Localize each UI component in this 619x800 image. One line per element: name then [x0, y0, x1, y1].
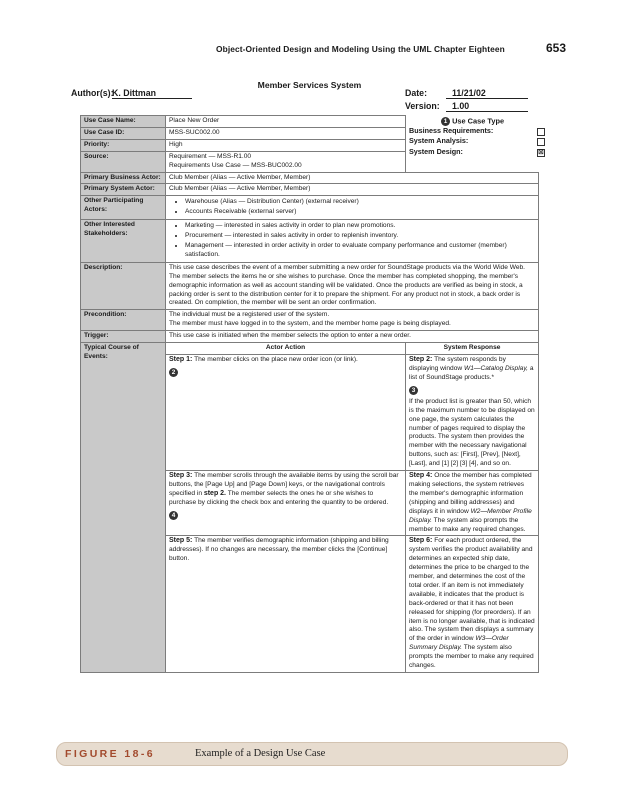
checkbox[interactable] — [537, 128, 545, 136]
step-text: For each product ordered, the system verifies the product availability and determines an expected ship date, determines the price to be charged to the member, and determines the cost of the total order. If an item is not immediately available, it indicates that the product is back-ordered or that it has not been released for shipping (for preorders). If an item is no longer available, that is indicated also. The system then displays a summary of the order in window — [409, 537, 535, 643]
source-line: Requirement — MSS-R1.00 — [169, 152, 252, 160]
row-other-participating-actors — [81, 196, 539, 220]
value-trigger: This use case is initiated when the member selects the option to enter a new order. — [166, 331, 539, 343]
label-primary-business-actor: Primary Business Actor: — [81, 172, 166, 184]
label-priority: Priority: — [81, 139, 166, 151]
row-other-interested-stakeholders — [81, 220, 539, 263]
step-title: Step 3: — [169, 472, 193, 480]
date-value — [446, 88, 528, 99]
precondition-line: The individual must be a registered user of the system. — [169, 311, 330, 319]
step-5 — [169, 537, 402, 564]
list-item: • Procurement — interested in sales activity in order to replenish inventory. — [185, 232, 535, 241]
value-primary-system-actor: Club Member (Alias — Active Member, Member) — [166, 184, 539, 196]
label-trigger: Trigger: — [81, 331, 166, 343]
value-description: This use case describes the event of a member submitting a new order for SoundStage products via the World Wide Web. The member selects the items he or she wishes to purchase. Once the member has completed shopping, the member's demographic information as well as account standing will be validated. Once the products are verified as being in stock, a packing order is sent to the distribution center for it to prepare the shipment. For any product not in stock, a back order is created. On completion, the member will be sent an order confirmation. — [166, 262, 539, 310]
step-text: The member verifies demographic information (shipping and billing addresses). If no changes are necessary, the member clicks the [Continue] button. — [169, 537, 389, 563]
callout-marker-1: 1 — [441, 117, 450, 126]
use-case-type-heading — [441, 117, 536, 126]
list-item: • Management — interested in order activity in order to evaluate company performance and customer (member) satisfaction. — [185, 242, 535, 260]
step-text: The member selects the ones he or she wishes to purchase by clicking the check box and entering the quantity to be ordered. — [169, 489, 389, 506]
document-title: Member Services System — [257, 80, 362, 90]
source-line: Requirements Use Case — MSS-BUC002.00 — [169, 161, 302, 169]
row-precondition — [81, 310, 539, 331]
marker-wrap — [169, 511, 402, 521]
step-text: The system also prompts the member to make any required changes. — [409, 516, 526, 533]
step-4-cell — [406, 471, 539, 536]
marker-wrap — [409, 386, 535, 396]
type-system-design — [409, 146, 544, 158]
value-use-case-name: Place New Order — [166, 116, 406, 128]
callout-marker-2: 2 — [169, 368, 178, 377]
system-response-heading: System Response — [406, 343, 539, 355]
date-label: Date: — [405, 88, 427, 98]
step-title: Step 4: — [409, 472, 433, 480]
use-case-type-title: Use Case Type — [452, 115, 505, 125]
step-title: Step 5: — [169, 537, 193, 545]
step-title: Step 6: — [409, 537, 433, 545]
use-case-table — [80, 115, 544, 673]
figure-title: Example of a Design Use Case — [195, 748, 326, 759]
step-3-cell — [166, 471, 406, 536]
type-label: System Design: — [409, 146, 463, 156]
running-head: Object-Oriented Design and Modeling Using the UML Chapter Eighteen — [216, 44, 505, 54]
row-use-case-name — [81, 116, 539, 128]
step-6 — [409, 537, 535, 671]
version-value — [446, 101, 528, 112]
list-item: • Accounts Receivable (external server) — [185, 208, 535, 217]
step-text: Once the member has completed making selections, the system retrieves the member's demographic information (shipping and billing addresses) and displays it in window — [409, 472, 532, 515]
step-2-cell — [406, 354, 539, 470]
step-title: Step 1: — [169, 355, 193, 363]
author-label: Author(s): — [71, 88, 114, 98]
label-other-interested-stakeholders: Other Interested Stakeholders: — [81, 220, 166, 263]
step-1-cell — [166, 354, 406, 470]
checkbox-checked[interactable]: ☒ — [538, 149, 544, 156]
step-text: The system also prompts the member to make any required changes. — [409, 644, 534, 670]
list-item: • Marketing — interested in sales activity in order to plan new promotions. — [185, 222, 535, 231]
label-primary-system-actor: Primary System Actor: — [81, 184, 166, 196]
value-source — [166, 151, 406, 172]
figure-label: FIGURE 18-6 — [65, 748, 155, 760]
label-precondition: Precondition: — [81, 310, 166, 331]
window-name: W3—Order Summary Display. — [409, 635, 509, 652]
label-description: Description: — [81, 262, 166, 310]
step-text: The member scrolls through the available items by using the scroll bar buttons, the [Page Up] and [Page Down] keys, or the navigational controls specified in — [169, 472, 399, 497]
label-source: Source: — [81, 151, 166, 172]
row-typical-course-head — [81, 343, 539, 355]
row-primary-business-actor — [81, 172, 539, 184]
step-text: The member clicks on the place new order icon (or link). — [194, 355, 358, 363]
step-title: Step 2: — [409, 355, 433, 363]
step-reference: step 2. — [203, 489, 227, 497]
use-case-type-panel — [406, 115, 544, 173]
type-system-analysis — [409, 136, 536, 147]
label-use-case-name: Use Case Name: — [81, 116, 166, 128]
version-text: 1.00 — [452, 101, 470, 111]
author-value — [112, 88, 192, 99]
row-description — [81, 262, 539, 310]
callout-marker-3: 3 — [409, 386, 418, 395]
type-label: Business Requirements: — [409, 125, 494, 135]
type-label: System Analysis: — [409, 136, 469, 146]
step-text: a list of SoundStage products.* — [409, 364, 534, 381]
step-text: The system responds by displaying window — [409, 355, 506, 372]
step-1 — [169, 356, 402, 365]
value-other-participating-actors — [166, 196, 539, 220]
step-4 — [409, 472, 535, 534]
value-use-case-id: MSS-SUC002.00 — [166, 127, 406, 139]
callout-marker-4: 4 — [169, 511, 178, 520]
row-trigger — [81, 331, 539, 343]
step-5-cell — [166, 536, 406, 673]
value-primary-business-actor: Club Member (Alias — Active Member, Member) — [166, 172, 539, 184]
step-2 — [409, 356, 535, 383]
date-text: 11/21/02 — [452, 88, 486, 98]
step-6-cell — [406, 536, 539, 673]
actor-action-heading: Actor Action — [166, 343, 406, 355]
version-label: Version: — [405, 101, 440, 111]
row-primary-system-actor — [81, 184, 539, 196]
step-3 — [169, 472, 402, 508]
value-other-interested-stakeholders — [166, 220, 539, 263]
value-priority: High — [166, 139, 406, 151]
precondition-line: The member must have logged in to the system, and the member home page is being displayed. — [169, 320, 451, 328]
label-other-participating-actors: Other Participating Actors: — [81, 196, 166, 220]
value-precondition — [166, 310, 539, 331]
window-name: W1—Catalog Display, — [463, 364, 528, 372]
author-name: K. Dittman — [112, 88, 156, 98]
marker-wrap — [169, 368, 402, 378]
type-business-requirements — [409, 126, 536, 137]
label-typical-course: Typical Course of Events: — [81, 343, 166, 673]
window-name: W2—Member Profile Display. — [409, 507, 532, 524]
list-item: • Warehouse (Alias — Distribution Center) (external receiver) — [185, 198, 535, 207]
figure-caption — [56, 742, 568, 766]
step-2-note: If the product list is greater than 50, which is the maximum number to be displayed on one page, the system calculates the number of pages required to display the products. The system then provides the member with the necessary navigational buttons, such as: [First], [Prev], [Next], [Last], and [1] [2] [3] [4], and so on. — [409, 397, 535, 468]
label-use-case-id: Use Case ID: — [81, 127, 166, 139]
page-number: 653 — [546, 41, 567, 55]
checkbox[interactable] — [537, 138, 545, 146]
